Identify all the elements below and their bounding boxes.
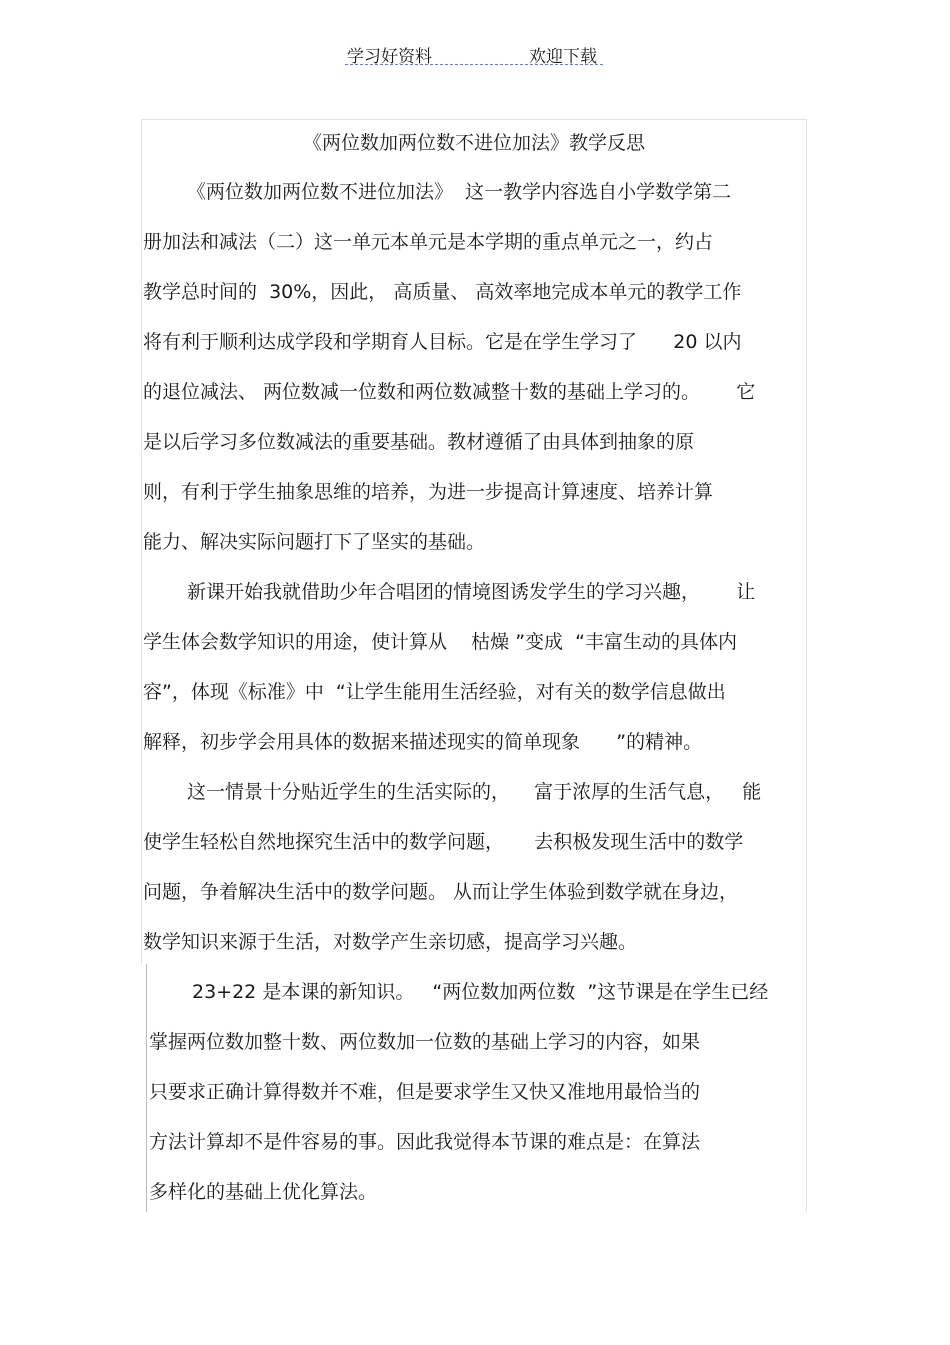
body-line: 使学生轻松自然地探究生活中的数学问题， 去积极发现生活中的数学 — [143, 831, 744, 853]
body-line: 则，有利于学生抽象思维的培养，为进一步提高计算速度、培养计算 — [143, 481, 714, 503]
body-line: 学生体会数学知识的用途，使计算从 枯燥 ”变成 “丰富生动的具体内 — [143, 631, 737, 653]
document-title: 《两位数加两位数不进位加法》教学反思 — [302, 132, 645, 154]
body-line: 23+22 是本课的新知识。 “两位数加两位数 ”这节课是在学生已经 — [192, 981, 769, 1003]
header-left-text: 学习好资料 — [347, 47, 432, 67]
body-line: 教学总时间的 30%，因此， 高质量、 高效率地完成本单元的教学工作 — [143, 281, 742, 303]
body-line: 的退位减法、 两位数减一位数和两位数减整十数的基础上学习的。 它 — [143, 381, 756, 403]
frame-border-right — [806, 119, 807, 1212]
body-line: 问题，争着解决生活中的数学问题。 从而让学生体验到数学就在身边， — [143, 881, 739, 903]
header-right-text: 欢迎下载 — [529, 47, 597, 67]
body-line: 方法计算却不是件容易的事。因此我觉得本节课的难点是：在算法 — [149, 1131, 701, 1153]
body-line: 只要求正确计算得数并不难，但是要求学生又快又准地用最恰当的 — [149, 1081, 701, 1103]
body-line: 解释，初步学会用具体的数据来描述现实的简单现象 ”的精神。 — [143, 731, 703, 753]
body-line: 多样化的基础上优化算法。 — [149, 1181, 378, 1203]
body-line: 数学知识来源于生活，对数学产生亲切感，提高学习兴趣。 — [143, 931, 638, 953]
page-header — [345, 40, 603, 65]
body-line: 新课开始我就借助少年合唱团的情境图诱发学生的学习兴趣， 让 — [187, 581, 756, 603]
body-line: 掌握两位数加整十数、两位数加一位数的基础上学习的内容，如果 — [149, 1031, 701, 1053]
body-line: 能力、解决实际问题打下了坚实的基础。 — [143, 531, 486, 553]
body-line: 是以后学习多位数减法的重要基础。教材遵循了由具体到抽象的原 — [143, 431, 695, 453]
frame-border-left-lower — [146, 964, 147, 1212]
frame-border-left — [141, 119, 142, 964]
frame-border-top — [141, 119, 807, 120]
body-line: 容”，体现《标准》中 “让学生能用生活经验，对有关的数学信息做出 — [143, 681, 726, 703]
body-line: 将有利于顺利达成学段和学期育人目标。它是在学生学习了 20 以内 — [143, 331, 742, 353]
body-line: 这一情景十分贴近学生的生活实际的， 富于浓厚的生活气息， 能 — [187, 781, 762, 803]
body-line: 册加法和减法（二）这一单元本单元是本学期的重点单元之一，约占 — [143, 231, 714, 253]
body-line: 《两位数加两位数不进位加法》 这一教学内容选自小学数学第二 — [187, 181, 732, 203]
